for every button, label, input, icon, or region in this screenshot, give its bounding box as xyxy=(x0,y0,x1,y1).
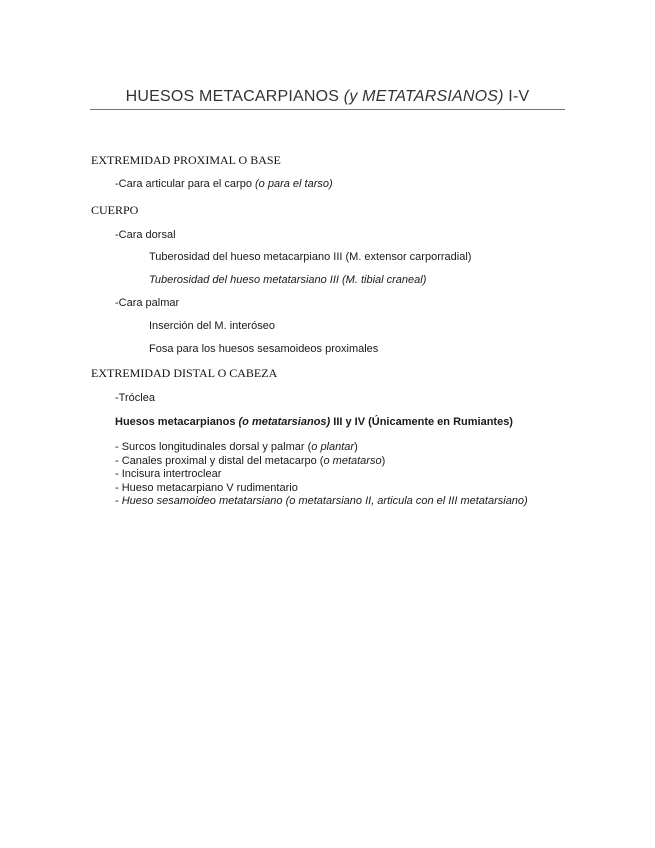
page-title xyxy=(0,88,655,106)
heading-proximal: EXTREMIDAD PROXIMAL O BASE xyxy=(91,153,281,167)
item-cara-dorsal: -Cara dorsal xyxy=(115,229,176,241)
heading-cuerpo: CUERPO xyxy=(91,203,139,217)
list-item-text: - xyxy=(115,495,122,507)
list-item-italic: Hueso sesamoideo metatarsiano (o metatarsiano II, articula con el III metatarsiano) xyxy=(121,495,528,507)
item-cara-articular-text: -Cara articular para el carpo xyxy=(115,178,256,190)
list-item-suffix: ) xyxy=(354,441,358,453)
item-troclea: -Tróclea xyxy=(115,392,155,404)
list-item-text: - Hueso metacarpiano V rudimentario xyxy=(115,481,298,494)
title-main: HUESOS METACARPIANOS xyxy=(125,88,344,105)
title-underline xyxy=(90,109,565,110)
item-insercion-interoseo: Inserción del M. interóseo xyxy=(149,320,275,332)
rumiantes-feature-list xyxy=(115,441,528,509)
list-item-suffix: ) xyxy=(381,454,386,467)
item-rumiantes xyxy=(115,416,513,428)
list-item xyxy=(115,441,528,455)
item-cara-articular-italic: (o para el tarso) xyxy=(255,178,333,190)
item-cara-articular xyxy=(115,178,333,190)
item-rumiantes-pre: Huesos metacarpianos xyxy=(115,416,239,428)
list-item-text: - Canales proximal y distal del metacarpo ( xyxy=(115,454,324,467)
list-item-text: - Incisura intertroclear xyxy=(115,468,222,480)
item-fosa-sesamoideos: Fosa para los huesos sesamoideos proximales xyxy=(149,343,379,355)
item-rumiantes-post: III y IV (Únicamente en Rumiantes) xyxy=(330,416,513,428)
item-tuberosidad-metatarsiano: Tuberosidad del hueso metatarsiano III (M. tibial craneal) xyxy=(149,274,427,286)
list-item xyxy=(115,468,528,482)
item-cara-palmar: -Cara palmar xyxy=(115,297,180,309)
list-item-italic: o metatarso xyxy=(323,454,382,467)
heading-distal: EXTREMIDAD DISTAL O CABEZA xyxy=(91,366,278,380)
list-item xyxy=(115,482,528,496)
item-tuberosidad-metacarpiano: Tuberosidad del hueso metacarpiano III (M. extensor carporradial) xyxy=(149,251,472,263)
list-item-italic: o plantar xyxy=(311,441,355,453)
list-item xyxy=(115,455,528,469)
item-rumiantes-italic: (o metatarsianos) xyxy=(238,416,331,428)
list-item-text: - Surcos longitudinales dorsal y palmar ( xyxy=(115,441,312,453)
title-suffix: I-V xyxy=(503,88,530,105)
list-item xyxy=(115,495,528,509)
title-italic: (y METATARSIANOS) xyxy=(343,88,504,105)
